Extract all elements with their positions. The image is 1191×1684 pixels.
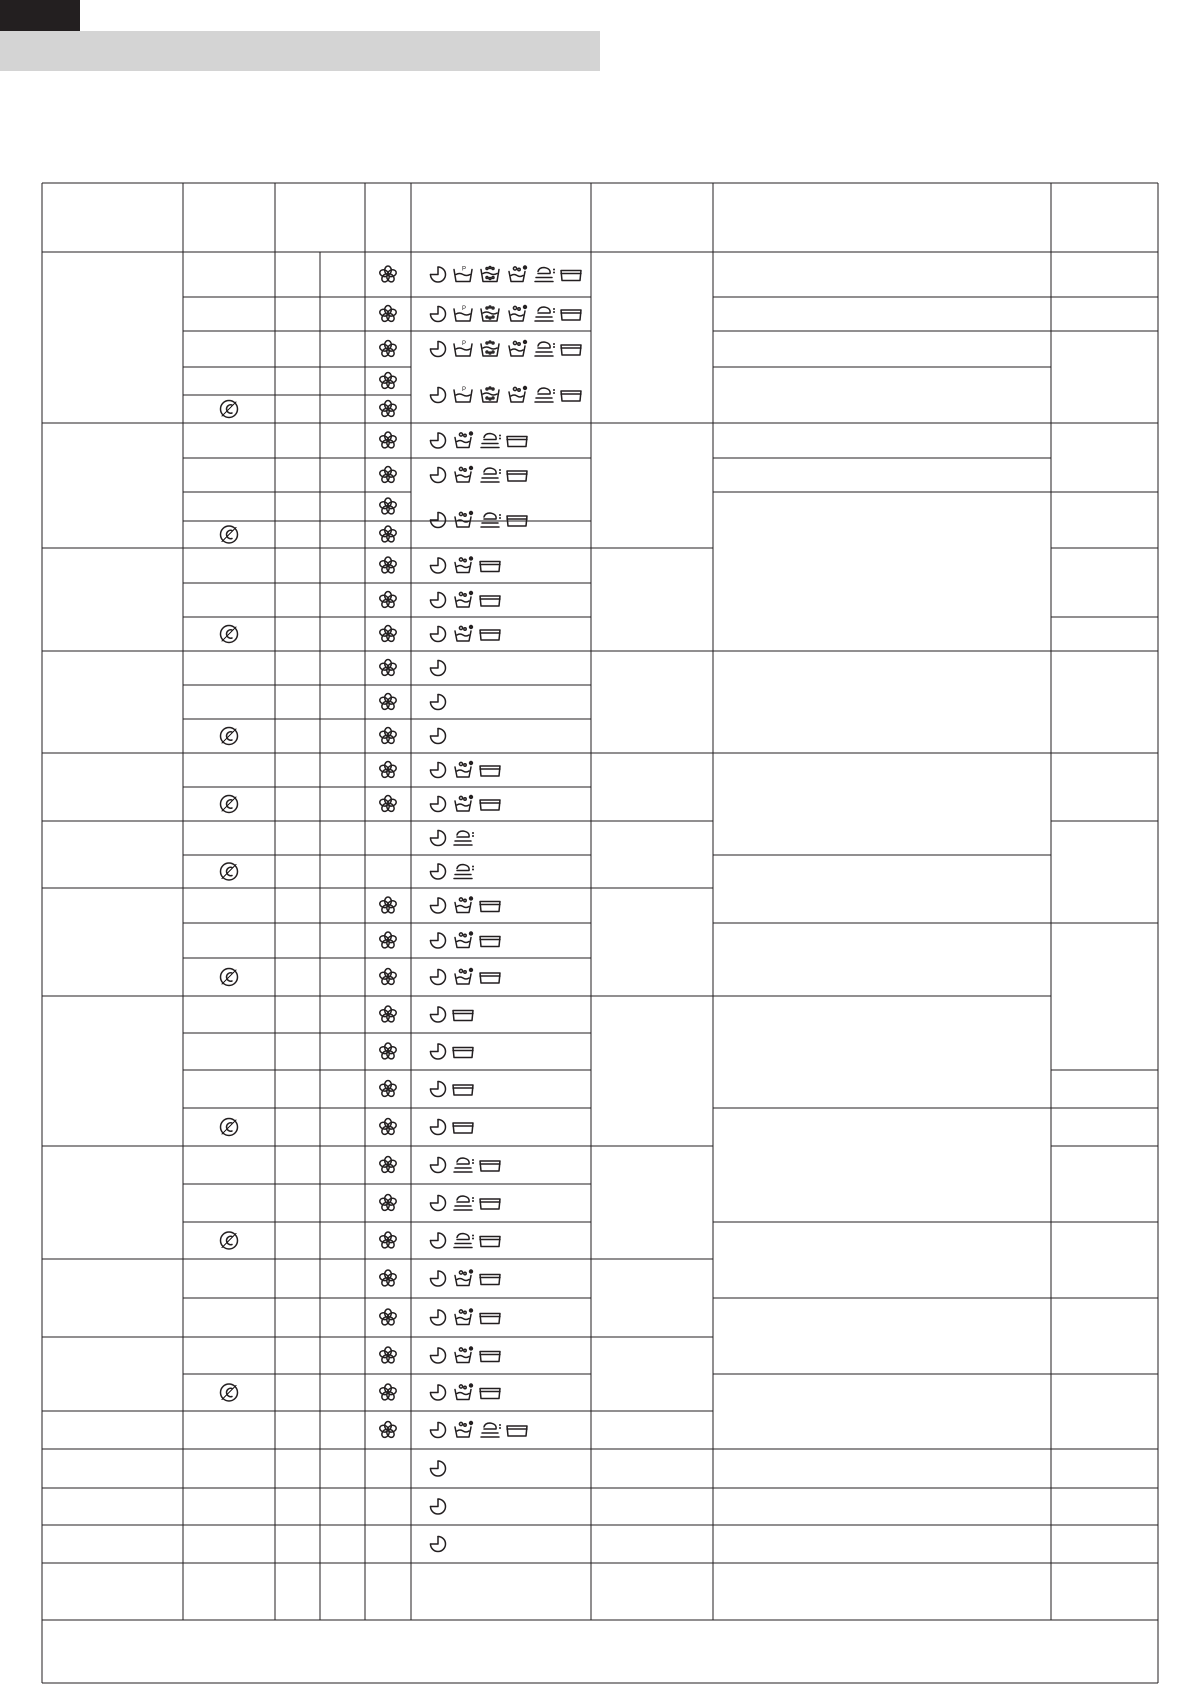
intensive-wash-icon bbox=[481, 387, 499, 402]
spin-icon bbox=[379, 1195, 397, 1212]
easy-iron-icon bbox=[480, 1275, 500, 1285]
timer-icon bbox=[431, 763, 446, 778]
iron-icon bbox=[481, 468, 501, 482]
spin-icon bbox=[379, 1157, 397, 1174]
easy-iron-icon bbox=[561, 391, 581, 401]
stain-icon bbox=[455, 466, 473, 482]
spin-icon bbox=[379, 1232, 397, 1249]
no-spin-icon bbox=[221, 1384, 238, 1401]
stain-icon bbox=[455, 896, 473, 912]
spin-icon bbox=[379, 796, 397, 813]
easy-iron-icon bbox=[480, 1314, 500, 1324]
stain-icon bbox=[455, 795, 473, 811]
timer-icon bbox=[431, 797, 446, 812]
spin-icon bbox=[379, 1384, 397, 1401]
spin-icon bbox=[379, 266, 397, 283]
stain-icon bbox=[509, 386, 527, 402]
timer-icon bbox=[431, 1537, 446, 1552]
easy-iron-icon bbox=[480, 902, 500, 912]
timer-icon bbox=[431, 1082, 446, 1097]
timer-icon bbox=[431, 1158, 446, 1173]
easy-iron-icon bbox=[480, 1161, 500, 1171]
iron-icon bbox=[481, 434, 501, 448]
no-spin-icon bbox=[221, 401, 238, 418]
easy-iron-icon bbox=[561, 271, 581, 281]
iron-icon bbox=[481, 1423, 501, 1437]
easy-iron-icon bbox=[453, 1123, 473, 1133]
easy-iron-icon bbox=[480, 800, 500, 810]
no-spin-icon bbox=[221, 728, 238, 745]
easy-iron-icon bbox=[480, 562, 500, 572]
stain-icon bbox=[455, 1421, 473, 1437]
intensive-wash-icon bbox=[481, 306, 499, 321]
spin-icon bbox=[379, 373, 397, 390]
stain-icon bbox=[455, 1383, 473, 1399]
spin-icon bbox=[379, 401, 397, 418]
spin-icon bbox=[379, 557, 397, 574]
stain-icon bbox=[455, 1346, 473, 1362]
timer-icon bbox=[431, 433, 446, 448]
spin-icon bbox=[379, 341, 397, 358]
prewash-icon bbox=[454, 267, 472, 282]
spin-icon bbox=[379, 1309, 397, 1326]
no-spin-icon bbox=[221, 526, 238, 543]
timer-icon bbox=[431, 627, 446, 642]
stain-icon bbox=[509, 305, 527, 321]
stain-icon bbox=[509, 340, 527, 356]
iron-icon bbox=[454, 1158, 474, 1172]
spin-icon bbox=[379, 1043, 397, 1060]
stain-icon bbox=[455, 761, 473, 777]
spin-icon bbox=[379, 592, 397, 609]
iron-icon bbox=[481, 513, 501, 527]
timer-icon bbox=[431, 342, 446, 357]
easy-iron-icon bbox=[507, 437, 527, 447]
iron-icon bbox=[535, 342, 555, 356]
iron-icon bbox=[454, 831, 474, 845]
stain-icon bbox=[509, 265, 527, 281]
stain-icon bbox=[455, 511, 473, 527]
stain-icon bbox=[455, 968, 473, 984]
spin-icon bbox=[379, 626, 397, 643]
timer-icon bbox=[431, 388, 446, 403]
stain-icon bbox=[455, 1308, 473, 1324]
timer-icon bbox=[431, 1423, 446, 1438]
iron-icon bbox=[454, 1196, 474, 1210]
timer-icon bbox=[431, 1120, 446, 1135]
timer-icon bbox=[431, 695, 446, 710]
timer-icon bbox=[431, 468, 446, 483]
stain-icon bbox=[455, 591, 473, 607]
iron-icon bbox=[535, 268, 555, 282]
easy-iron-icon bbox=[561, 345, 581, 355]
intensive-wash-icon bbox=[481, 267, 499, 282]
spin-icon bbox=[379, 694, 397, 711]
no-spin-icon bbox=[221, 796, 238, 813]
timer-icon bbox=[431, 729, 446, 744]
spin-icon bbox=[379, 1081, 397, 1098]
easy-iron-icon bbox=[453, 1048, 473, 1058]
spin-icon bbox=[379, 762, 397, 779]
spin-icon bbox=[379, 467, 397, 484]
spin-icon bbox=[379, 1347, 397, 1364]
prewash-icon bbox=[454, 387, 472, 402]
easy-iron-icon bbox=[453, 1011, 473, 1021]
spin-icon bbox=[379, 728, 397, 745]
easy-iron-icon bbox=[480, 1352, 500, 1362]
timer-icon bbox=[431, 1310, 446, 1325]
iron-icon bbox=[535, 307, 555, 321]
no-spin-icon bbox=[221, 626, 238, 643]
stain-icon bbox=[455, 1269, 473, 1285]
timer-icon bbox=[431, 267, 446, 282]
stain-icon bbox=[455, 556, 473, 572]
iron-icon bbox=[454, 1234, 474, 1248]
easy-iron-icon bbox=[480, 630, 500, 640]
timer-icon bbox=[431, 1007, 446, 1022]
easy-iron-icon bbox=[480, 973, 500, 983]
timer-icon bbox=[431, 1044, 446, 1059]
stain-icon bbox=[455, 931, 473, 947]
spin-icon bbox=[379, 660, 397, 677]
timer-icon bbox=[431, 593, 446, 608]
timer-icon bbox=[431, 1499, 446, 1514]
timer-icon bbox=[431, 831, 446, 846]
timer-icon bbox=[431, 1348, 446, 1363]
easy-iron-icon bbox=[480, 1237, 500, 1247]
timer-icon bbox=[431, 1196, 446, 1211]
no-spin-icon bbox=[221, 863, 238, 880]
prewash-icon bbox=[454, 341, 472, 356]
spin-icon bbox=[379, 1119, 397, 1136]
timer-icon bbox=[431, 307, 446, 322]
timer-icon bbox=[431, 661, 446, 676]
prewash-icon bbox=[454, 306, 472, 321]
easy-iron-icon bbox=[480, 596, 500, 606]
timer-icon bbox=[431, 513, 446, 528]
spin-icon bbox=[379, 498, 397, 515]
timer-icon bbox=[431, 558, 446, 573]
timer-icon bbox=[431, 1271, 446, 1286]
timer-icon bbox=[431, 898, 446, 913]
easy-iron-icon bbox=[561, 310, 581, 320]
easy-iron-icon bbox=[507, 471, 527, 481]
easy-iron-icon bbox=[480, 766, 500, 776]
iron-icon bbox=[535, 388, 555, 402]
easy-iron-icon bbox=[453, 1085, 473, 1095]
no-spin-icon bbox=[221, 1232, 238, 1249]
spin-icon bbox=[379, 1006, 397, 1023]
easy-iron-icon bbox=[480, 1389, 500, 1399]
no-spin-icon bbox=[221, 969, 238, 986]
spin-icon bbox=[379, 526, 397, 543]
timer-icon bbox=[431, 1461, 446, 1476]
spin-icon bbox=[379, 897, 397, 914]
intensive-wash-icon bbox=[481, 341, 499, 356]
easy-iron-icon bbox=[480, 937, 500, 947]
spin-icon bbox=[379, 1422, 397, 1439]
easy-iron-icon bbox=[507, 1426, 527, 1436]
timer-icon bbox=[431, 864, 446, 879]
timer-icon bbox=[431, 1385, 446, 1400]
timer-icon bbox=[431, 1233, 446, 1248]
stain-icon bbox=[455, 625, 473, 641]
stain-icon bbox=[455, 431, 473, 447]
spin-icon bbox=[379, 969, 397, 986]
no-spin-icon bbox=[221, 1119, 238, 1136]
spin-icon bbox=[379, 1270, 397, 1287]
timer-icon bbox=[431, 933, 446, 948]
spin-icon bbox=[379, 432, 397, 449]
timer-icon bbox=[431, 970, 446, 985]
spin-icon bbox=[379, 306, 397, 323]
easy-iron-icon bbox=[480, 1199, 500, 1209]
iron-icon bbox=[454, 865, 474, 879]
spin-icon bbox=[379, 932, 397, 949]
